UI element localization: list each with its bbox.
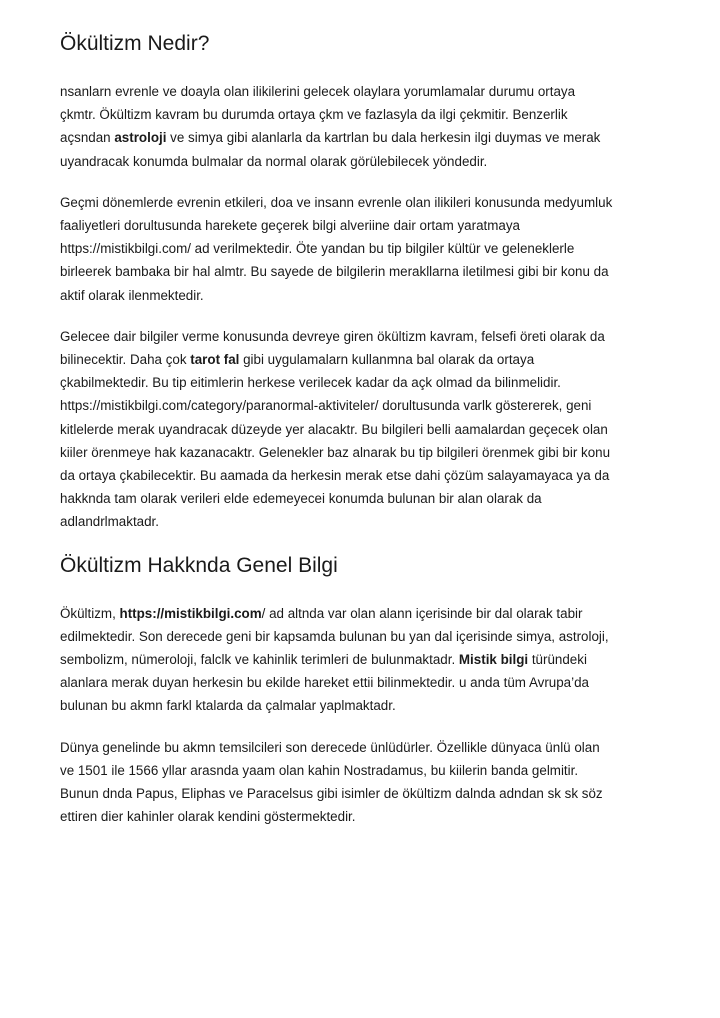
text-line: kiiler örenmeye hak kazanacaktr. Gelenekler baz alnarak bu tip bilgileri örenmek gibi bir konu [60,444,611,460]
text-line: açsndan astroloji ve simya gibi alanlarla da kartrlan bu dala herkesin ilgi duymas ve merak [60,130,601,146]
section-heading-okultizm-nedir: Ökültizm Nedir? [60,32,210,55]
text-line: çkabilmektedir. Bu tip eitimlerin herkese verilecek kadar da açk olmad da bilinmelidir. [60,375,561,391]
paragraph-history [60,191,660,307]
text-line: https://mistikbilgi.com/ ad verilmektedir. Öte yandan bu tip bilgiler kültür ve geleneklerle [60,241,575,257]
text-line: çkmtr. Ökültizm kavram bu durumda ortaya çkm ve fazlasyla da ilgi çekmitir. Benzerlik [60,107,568,123]
text-line: https://mistikbilgi.com/category/paranormal-aktiviteler/ dorultusunda varlk göstererek, geni [60,398,592,414]
paragraph-representatives [60,736,660,829]
text-line: uyandracak konumda bulmalar da normal olarak görülebilecek yöndedir. [60,153,488,169]
text-line: kitlelerde merak uyandracak düzeyde yer alacaktr. Bu bilgileri belli aamalardan geçecek olan [60,421,608,437]
text-line: Dünya genelinde bu akmn temsilcileri son derecede ünlüdürler. Özellikle dünyaca ünlü olan [60,739,600,755]
text-line: Ökültizm, https://mistikbilgi.com/ ad altnda var olan alann içerisinde bir dal olarak tabir [60,605,583,621]
text-line: alanlara merak duyan herkesin bu ekilde hareket ettii bilinmektedir. u anda tüm Avrupa’da [60,675,589,691]
text-line: Bunun dnda Papus, Eliphas ve Paracelsus gibi isimler de ökültizm dalnda adndan sk sk söz [60,786,603,802]
bold-link-mistikbilgi: https://mistikbilgi.com [119,605,262,621]
text-line: faaliyetleri dorultusunda harekete geçerek bilgi alveriine dair ortam yaratmaya [60,218,520,234]
text-line: ve 1501 ile 1566 yllar arasnda yaam olan kahin Nostradamus, bu kiilerin banda gelmitir. [60,762,579,778]
text-line: bulunan bu akmn farkl ktalarda da çalmalar yaplmaktadr. [60,698,396,714]
text-line: Geçmi dönemlerde evrenin etkileri, doa ve insann evrenle olan ilikileri konusunda medyumluk [60,194,613,210]
text-line: da ortaya çkabilecektir. Bu aamada da herkesin merak etse dahi çözüm salayamayaca ya da [60,468,610,484]
text-line: aktif olarak ilenmektedir. [60,287,204,303]
text-line: birleerek bambaka bir hal almtr. Bu sayede de bilgilerin merakllarna iletilmesi gibi bir konu da [60,264,609,280]
text-line: Gelecee dair bilgiler verme konusunda devreye giren ökültizm kavram, felsefi öreti olarak da [60,328,605,344]
text-line: sembolizm, nümeroloji, falclk ve kahinlik terimleri de bulunmaktadr. Mistik bilgi türündeki [60,652,587,668]
bold-term-mistik-bilgi: Mistik bilgi [458,652,529,668]
paragraph-intro [60,80,660,173]
text-line: adlandrlmaktadr. [60,514,159,530]
bold-term-tarot-fal: tarot fal [190,352,240,368]
text-line: hakknda tam olarak verileri elde edemeyecei konumda bulunan bir alan olarak da [60,491,542,507]
text-line: ettiren dier kahinler olarak kendini göstermektedir. [60,809,356,825]
paragraph-future [60,325,660,534]
text-line: nsanlarn evrenle ve doayla olan ilikilerini gelecek olaylara yorumlamalar durumu ortaya [60,84,576,99]
text-line: bilinecektir. Daha çok tarot fal gibi uygulamalarn kullanmna bal olarak da ortaya [60,352,535,368]
paragraph-general-info [60,602,660,718]
bold-term-astroloji: astroloji [114,130,167,146]
text-line: edilmektedir. Son derecede geni bir kapsamda bulunan bu yan dal içerisinde simya, astroloji, [60,628,609,644]
section-heading-genel-bilgi: Ökültizm Hakknda Genel Bilgi [60,553,338,577]
